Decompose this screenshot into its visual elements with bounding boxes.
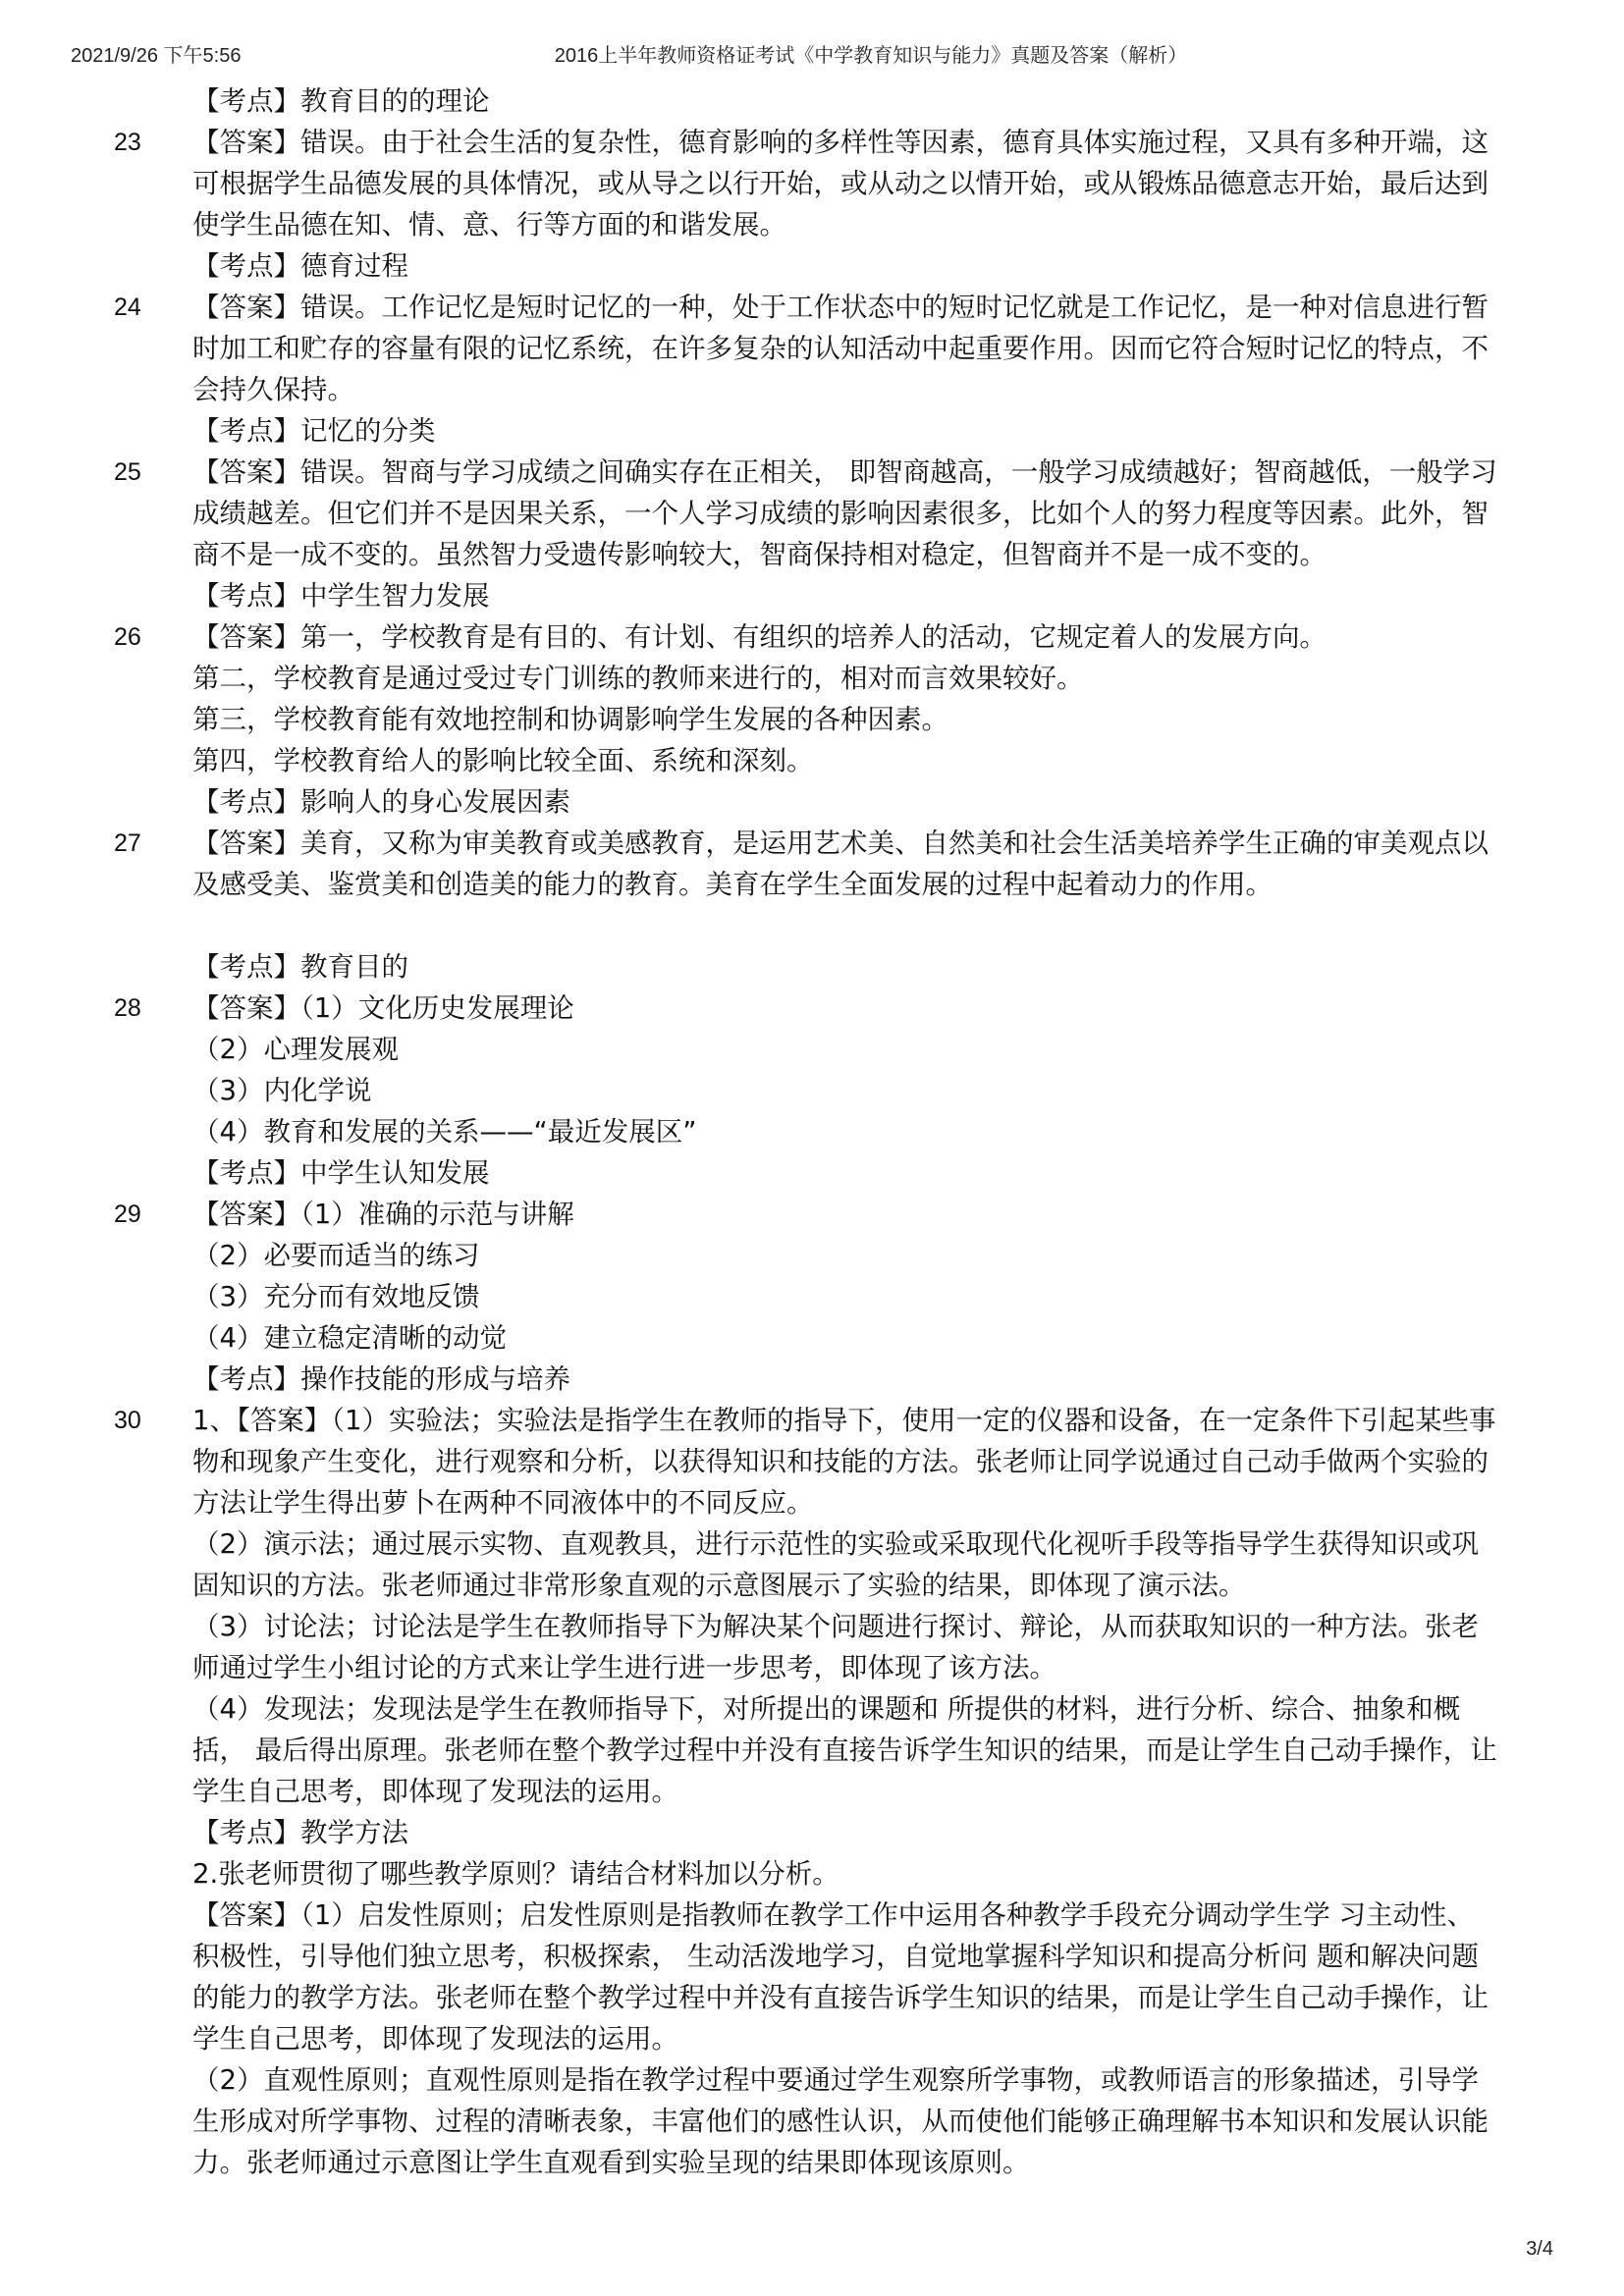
text-line: 【考点】操作技能的形成与培养 (192, 1363, 570, 1395)
text-line: 【答案】（1）文化历史发展理论 (192, 992, 574, 1024)
text-line: 第三，学校教育能有效地控制和协调影响学生发展的各种因素。 (192, 704, 948, 735)
text-line (192, 905, 1498, 946)
document-title: 2016上半年教师资格证考试《中学教育知识与能力》真题及答案（解析） (554, 45, 1188, 67)
text-line: 【答案】（1）准确的示范与讲解 (192, 1199, 574, 1230)
question-number: 28 (114, 994, 141, 1022)
text-line: （4）教育和发展的关系——“最近发展区” (192, 1116, 697, 1148)
text-line: 【答案】错误。智商与学习成绩之间确实存在正相关， 即智商越高，一般学习成绩越好；智商越低，一般学习成绩越差。但它们并不是因果关系，一个人学习成绩的影响因素很多，比如个人的努力程度等因素。此外，智商不是一成不变的。虽然智力受遗传影响较大，智商保持相对稳定，但智商并不是一成不变的。 (192, 456, 1497, 570)
text-line: （2）心理发展观 (192, 1034, 399, 1065)
text-line: （3）内化学说 (192, 1075, 372, 1106)
answer-item (0, 1400, 1624, 2183)
text-line: （4）发现法；发现法是学生在教师指导下，对所提出的课题和 所提供的材料，进行分析、综合、抽象和概括， 最后得出原理。张老师在整个教学过程中并没有直接告诉学生知识的结果，而是让学生自己动手操作，让学生自己思考，即体现了发现法的运用。 (192, 1693, 1497, 1807)
text-line: （4）建立稳定清晰的动觉 (192, 1322, 507, 1354)
answer-item (0, 823, 1624, 988)
text-line: 2.张老师贯彻了哪些教学原则？请结合材料加以分析。 (192, 1858, 839, 1890)
text-line: 【考点】教育目的的理论 (192, 85, 490, 117)
answer-item (0, 616, 1624, 823)
text-line: （2）必要而适当的练习 (192, 1240, 480, 1271)
text-line: 【答案】第一，学校教育是有目的、有计划、有组织的培养人的活动，它规定着人的发展方向。 (192, 621, 1326, 653)
answer-text (192, 452, 1498, 616)
question-number: 23 (114, 129, 141, 156)
text-line: （2）直观性原则；直观性原则是指在教学过程中要通过学生观察所学事物，或教师语言的形象描述，引导学生形成对所学事物、过程的清晰表象，丰富他们的感性认识，从而使他们能够正确理解书本知识和发展认识能力。张老师通过示意图让学生直观看到实验呈现的结果即体现该原则。 (192, 2064, 1489, 2178)
answer-text (192, 823, 1498, 988)
answer-text (192, 1400, 1498, 2183)
page-number: 3/4 (1526, 2238, 1553, 2260)
text-line: 1、【答案】（1）实验法；实验法是指学生在教师的指导下，使用一定的仪器和设备，在一定条件下引起某些事物和现象产生变化，进行观察和分析，以获得知识和技能的方法。张老师让同学说通过自己动手做两个实验的方法让学生得出萝卜在两种不同液体中的不同反应。 (192, 1405, 1496, 1519)
text-line: 【考点】德育过程 (192, 250, 408, 282)
answer-item (0, 452, 1624, 616)
answer-item (0, 988, 1624, 1194)
question-number: 27 (114, 829, 141, 857)
answer-item (0, 122, 1624, 287)
question-number: 26 (114, 623, 141, 651)
answer-text (192, 80, 1498, 122)
answer-text (192, 988, 1498, 1194)
answer-item (0, 287, 1624, 452)
print-datetime: 2021/9/26 下午5:56 (71, 45, 242, 67)
text-line: 【答案】错误。工作记忆是短时记忆的一种，处于工作状态中的短时记忆就是工作记忆，是一种对信息进行暂时加工和贮存的容量有限的记忆系统，在许多复杂的认知活动中起重要作用。因而它符合短时记忆的特点，不会持久保持。 (192, 292, 1489, 405)
text-line: （2）演示法；通过展示实物、直观教具，进行示范性的实验或采取现代化视听手段等指导学生获得知识或巩固知识的方法。张老师通过非常形象直观的示意图展示了实验的结果，即体现了演示法。 (192, 1528, 1479, 1601)
question-number: 29 (114, 1201, 141, 1228)
question-number: 24 (114, 294, 141, 321)
answer-item (0, 1194, 1624, 1400)
answer-text (192, 616, 1498, 823)
text-line: 【考点】记忆的分类 (192, 415, 436, 447)
text-line: 第二，学校教育是通过受过专门训练的教师来进行的，相对而言效果较好。 (192, 663, 1084, 694)
text-line: 【答案】（1）启发性原则；启发性原则是指教师在教学工作中运用各种教学手段充分调动学生学 习主动性、积极性，引导他们独立思考，积极探索， 生动活泼地学习，自觉地掌握科学知识和提高分析问 题和解决问题的能力的教学方法。张老师在整个教学过程中并没有直接告诉学生知识的结果，而是让学生自己动手操作，让学生自己思考，即体现了发现法的运用。 (192, 1899, 1489, 2055)
question-number: 25 (114, 458, 141, 486)
text-line: 【考点】教育目的 (192, 951, 408, 983)
answer-text (192, 287, 1498, 452)
text-line: 【答案】美育，又称为审美教育或美感教育，是运用艺术美、自然美和社会生活美培养学生正确的审美观点以及感受美、鉴赏美和创造美的能力的教育。美育在学生全面发展的过程中起着动力的作用。 (192, 828, 1489, 900)
text-line: 【考点】影响人的身心发展因素 (192, 786, 570, 818)
text-line: 【考点】教学方法 (192, 1817, 408, 1848)
question-number: 30 (114, 1407, 141, 1434)
text-line: 【答案】错误。由于社会生活的复杂性，德育影响的多样性等因素，德育具体实施过程，又具有多种开端，这可根据学生品德发展的具体情况，或从导之以行开始，或从动之以情开始，或从锻炼品德意志开始，最后达到使学生品德在知、情、意、行等方面的和谐发展。 (192, 127, 1489, 240)
text-line: 【考点】中学生认知发展 (192, 1157, 490, 1189)
text-line: 【考点】中学生智力发展 (192, 580, 490, 612)
document-body (0, 80, 1624, 2183)
text-line: 第四，学校教育给人的影响比较全面、系统和深刻。 (192, 745, 814, 776)
text-line: （3）充分而有效地反馈 (192, 1281, 480, 1312)
text-line: （3）讨论法；讨论法是学生在教师指导下为解决某个问题进行探讨、辩论，从而获取知识的一种方法。张老师通过学生小组讨论的方式来让学生进行进一步思考，即体现了该方法。 (192, 1611, 1479, 1683)
answer-item (0, 80, 1624, 122)
answer-text (192, 122, 1498, 287)
answer-text (192, 1194, 1498, 1400)
